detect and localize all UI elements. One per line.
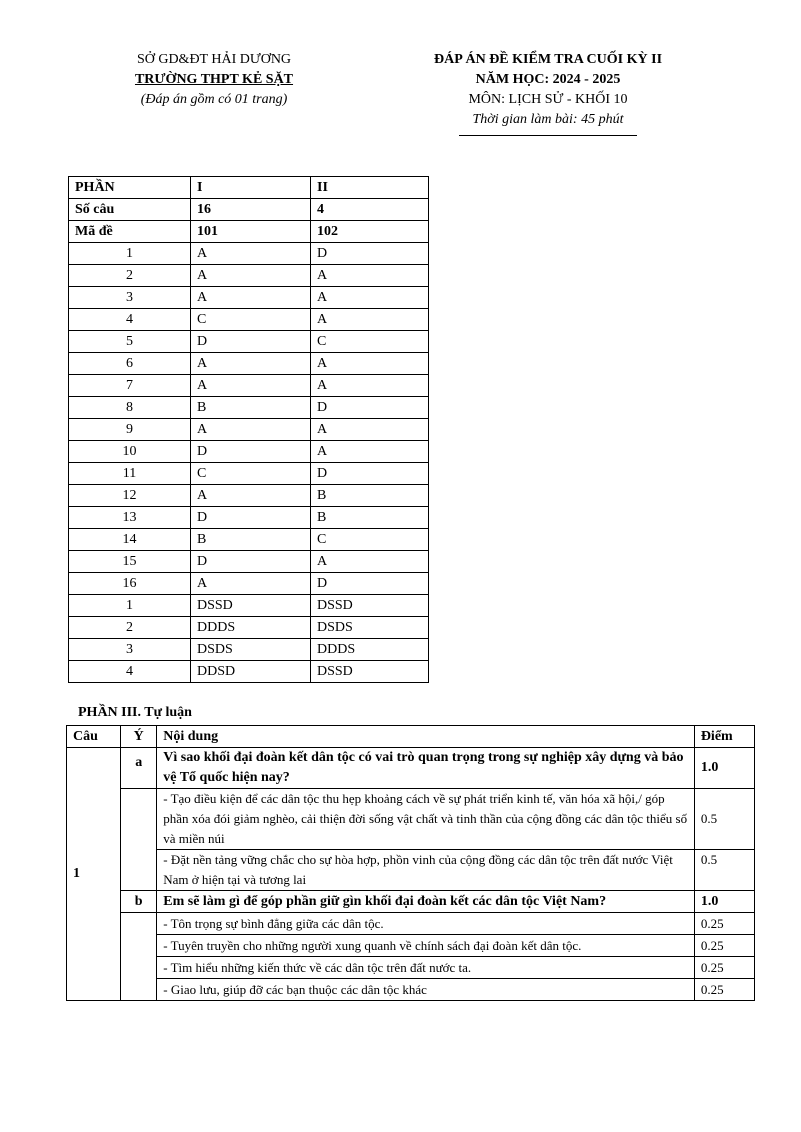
answer-key-table <box>68 176 429 683</box>
answer-question-number: 12 <box>69 485 191 507</box>
answer-question-number: 3 <box>69 639 191 661</box>
answer-part-ii: D <box>311 243 429 265</box>
answer-row <box>69 419 429 441</box>
answer-row <box>69 595 429 617</box>
page-count-note: (Đáp án gồm có 01 trang) <box>140 92 288 107</box>
answer-part-i: D <box>191 507 311 529</box>
part-a-label: a <box>121 748 157 789</box>
header-content: Nội dung <box>157 726 695 748</box>
answer-row <box>69 507 429 529</box>
answer-part-ii: B <box>311 485 429 507</box>
answer-header-cell: 101 <box>191 221 311 243</box>
answer-question-number: 3 <box>69 287 191 309</box>
answer-row <box>69 463 429 485</box>
answer-row <box>69 331 429 353</box>
answer-question-number: 2 <box>69 617 191 639</box>
answer-part-ii: DDDS <box>311 639 429 661</box>
answer-question-number: 4 <box>69 661 191 683</box>
answer-header-cell: 16 <box>191 199 311 221</box>
answer-a-2-text: - Đặt nền tảng vững chắc cho sự hòa hợp, phồn vinh của cộng đồng các dân tộc trên đất nước Việt Nam ở hiện tại và tương lai <box>157 850 695 891</box>
answer-part-i: A <box>191 485 311 507</box>
document-title: ĐÁP ÁN ĐỀ KIỂM TRA CUỐI KỲ II <box>433 52 663 67</box>
answer-b-2-text: - Tuyên truyền cho những người xung quanh về chính sách đại đoàn kết dân tộc. <box>157 935 695 957</box>
answer-part-ii: DSDS <box>311 617 429 639</box>
answer-row <box>69 265 429 287</box>
essay-header-row <box>67 726 755 748</box>
answer-part-ii: C <box>311 529 429 551</box>
answer-row <box>69 243 429 265</box>
answer-part-ii: A <box>311 551 429 573</box>
answer-part-ii: DSSD <box>311 661 429 683</box>
header-divider <box>459 135 637 136</box>
answer-a-2-score: 0.5 <box>694 850 754 891</box>
header-y: Ý <box>121 726 157 748</box>
answer-part-i: C <box>191 463 311 485</box>
answer-a-row-1 <box>67 789 755 850</box>
part-b-label: b <box>121 891 157 913</box>
answer-question-number: 7 <box>69 375 191 397</box>
answer-part-i: A <box>191 573 311 595</box>
answer-b-2-score: 0.25 <box>694 935 754 957</box>
answer-part-i: DDDS <box>191 617 311 639</box>
answer-header-cell: Mã đề <box>69 221 191 243</box>
answer-part-i: A <box>191 265 311 287</box>
answer-part-ii: A <box>311 287 429 309</box>
answer-question-number: 6 <box>69 353 191 375</box>
answer-question-number: 1 <box>69 243 191 265</box>
answer-a-1-text: - Tạo điều kiện để các dân tộc thu hẹp khoảng cách về sự phát triển kinh tế, văn hóa xã hội,/ góp phần xóa đói giảm nghèo, cải thiện đời sống vật chất và tinh thần của cộng đồng các dân tộc thiểu số và miền núi <box>157 789 695 850</box>
answer-question-number: 16 <box>69 573 191 595</box>
part-a-spacer <box>121 789 157 891</box>
school-name: TRƯỜNG THPT KẺ SẶT <box>134 72 294 87</box>
answer-a-row-2 <box>67 850 755 891</box>
answer-part-i: D <box>191 331 311 353</box>
answer-b-row-3 <box>67 957 755 979</box>
answer-header-cell: PHẦN <box>69 177 191 199</box>
answer-row <box>69 397 429 419</box>
answer-a-1-score: 0.5 <box>694 789 754 850</box>
subject-line: MÔN: LỊCH SỬ - KHỐI 10 <box>468 92 628 107</box>
question-b-text: Em sẽ làm gì để góp phần giữ gìn khối đại đoàn kết các dân tộc Việt Nam? <box>157 891 695 913</box>
answer-row <box>69 639 429 661</box>
answer-row <box>69 551 429 573</box>
answer-b-row-1 <box>67 913 755 935</box>
exam-time: Thời gian làm bài: 45 phút <box>472 112 624 127</box>
header-score: Điểm <box>694 726 754 748</box>
answer-part-ii: D <box>311 573 429 595</box>
answer-question-number: 9 <box>69 419 191 441</box>
answer-b-1-score: 0.25 <box>694 913 754 935</box>
answer-question-number: 5 <box>69 331 191 353</box>
answer-part-i: DDSD <box>191 661 311 683</box>
answer-part-i: B <box>191 397 311 419</box>
answer-header-cell: II <box>311 177 429 199</box>
answer-part-ii: DSSD <box>311 595 429 617</box>
question-a-text: Vì sao khối đại đoàn kết dân tộc có vai trò quan trọng trong sự nghiệp xây dựng và bảo vệ Tổ quốc hiện nay? <box>157 748 695 789</box>
answer-row <box>69 661 429 683</box>
answer-part-i: A <box>191 287 311 309</box>
part-b-spacer <box>121 913 157 1001</box>
answer-question-number: 2 <box>69 265 191 287</box>
answer-question-number: 1 <box>69 595 191 617</box>
answer-header-row <box>69 177 429 199</box>
answer-row <box>69 375 429 397</box>
answer-part-i: DSDS <box>191 639 311 661</box>
header-right <box>398 50 698 136</box>
answer-part-i: B <box>191 529 311 551</box>
answer-part-ii: C <box>311 331 429 353</box>
answer-b-4-text: - Giao lưu, giúp đỡ các bạn thuộc các dân tộc khác <box>157 979 695 1001</box>
answer-row <box>69 529 429 551</box>
answer-row <box>69 353 429 375</box>
answer-question-number: 10 <box>69 441 191 463</box>
answer-header-cell: I <box>191 177 311 199</box>
answer-b-1-text: - Tôn trọng sự bình đẳng giữa các dân tộc. <box>157 913 695 935</box>
question-number: 1 <box>67 748 121 1001</box>
answer-b-4-score: 0.25 <box>694 979 754 1001</box>
answer-part-i: D <box>191 441 311 463</box>
answer-header-cell: 102 <box>311 221 429 243</box>
answer-question-number: 15 <box>69 551 191 573</box>
answer-row <box>69 441 429 463</box>
question-b-score: 1.0 <box>694 891 754 913</box>
answer-row <box>69 309 429 331</box>
answer-part-ii: A <box>311 353 429 375</box>
answer-b-3-text: - Tìm hiểu những kiến thức về các dân tộc trên đất nước ta. <box>157 957 695 979</box>
answer-row <box>69 287 429 309</box>
department-name: SỞ GD&ĐT HẢI DƯƠNG <box>136 52 292 67</box>
answer-row <box>69 573 429 595</box>
answer-part-i: A <box>191 375 311 397</box>
essay-table <box>66 725 755 1001</box>
answer-part-i: A <box>191 243 311 265</box>
question-b-row <box>67 891 755 913</box>
answer-part-ii: A <box>311 265 429 287</box>
answer-part-ii: D <box>311 463 429 485</box>
answer-question-number: 8 <box>69 397 191 419</box>
answer-b-row-2 <box>67 935 755 957</box>
part3-title: PHẦN III. Tự luận <box>78 705 192 720</box>
answer-part-ii: A <box>311 309 429 331</box>
question-a-score: 1.0 <box>694 748 754 789</box>
answer-header-row <box>69 221 429 243</box>
question-a-row <box>67 748 755 789</box>
answer-part-ii: A <box>311 419 429 441</box>
answer-part-ii: A <box>311 441 429 463</box>
answer-question-number: 4 <box>69 309 191 331</box>
answer-part-i: C <box>191 309 311 331</box>
answer-part-i: A <box>191 353 311 375</box>
answer-part-ii: A <box>311 375 429 397</box>
answer-row <box>69 617 429 639</box>
answer-header-cell: 4 <box>311 199 429 221</box>
answer-row <box>69 485 429 507</box>
answer-header-row <box>69 199 429 221</box>
school-year: NĂM HỌC: 2024 - 2025 <box>475 72 621 87</box>
answer-part-i: A <box>191 419 311 441</box>
answer-part-ii: D <box>311 397 429 419</box>
header-cau: Câu <box>67 726 121 748</box>
answer-header-cell: Số câu <box>69 199 191 221</box>
answer-key-body <box>69 177 429 683</box>
answer-b-3-score: 0.25 <box>694 957 754 979</box>
answer-part-i: D <box>191 551 311 573</box>
answer-question-number: 13 <box>69 507 191 529</box>
answer-part-i: DSSD <box>191 595 311 617</box>
answer-part-ii: B <box>311 507 429 529</box>
answer-question-number: 14 <box>69 529 191 551</box>
header-left <box>108 50 320 110</box>
answer-b-row-4 <box>67 979 755 1001</box>
answer-question-number: 11 <box>69 463 191 485</box>
